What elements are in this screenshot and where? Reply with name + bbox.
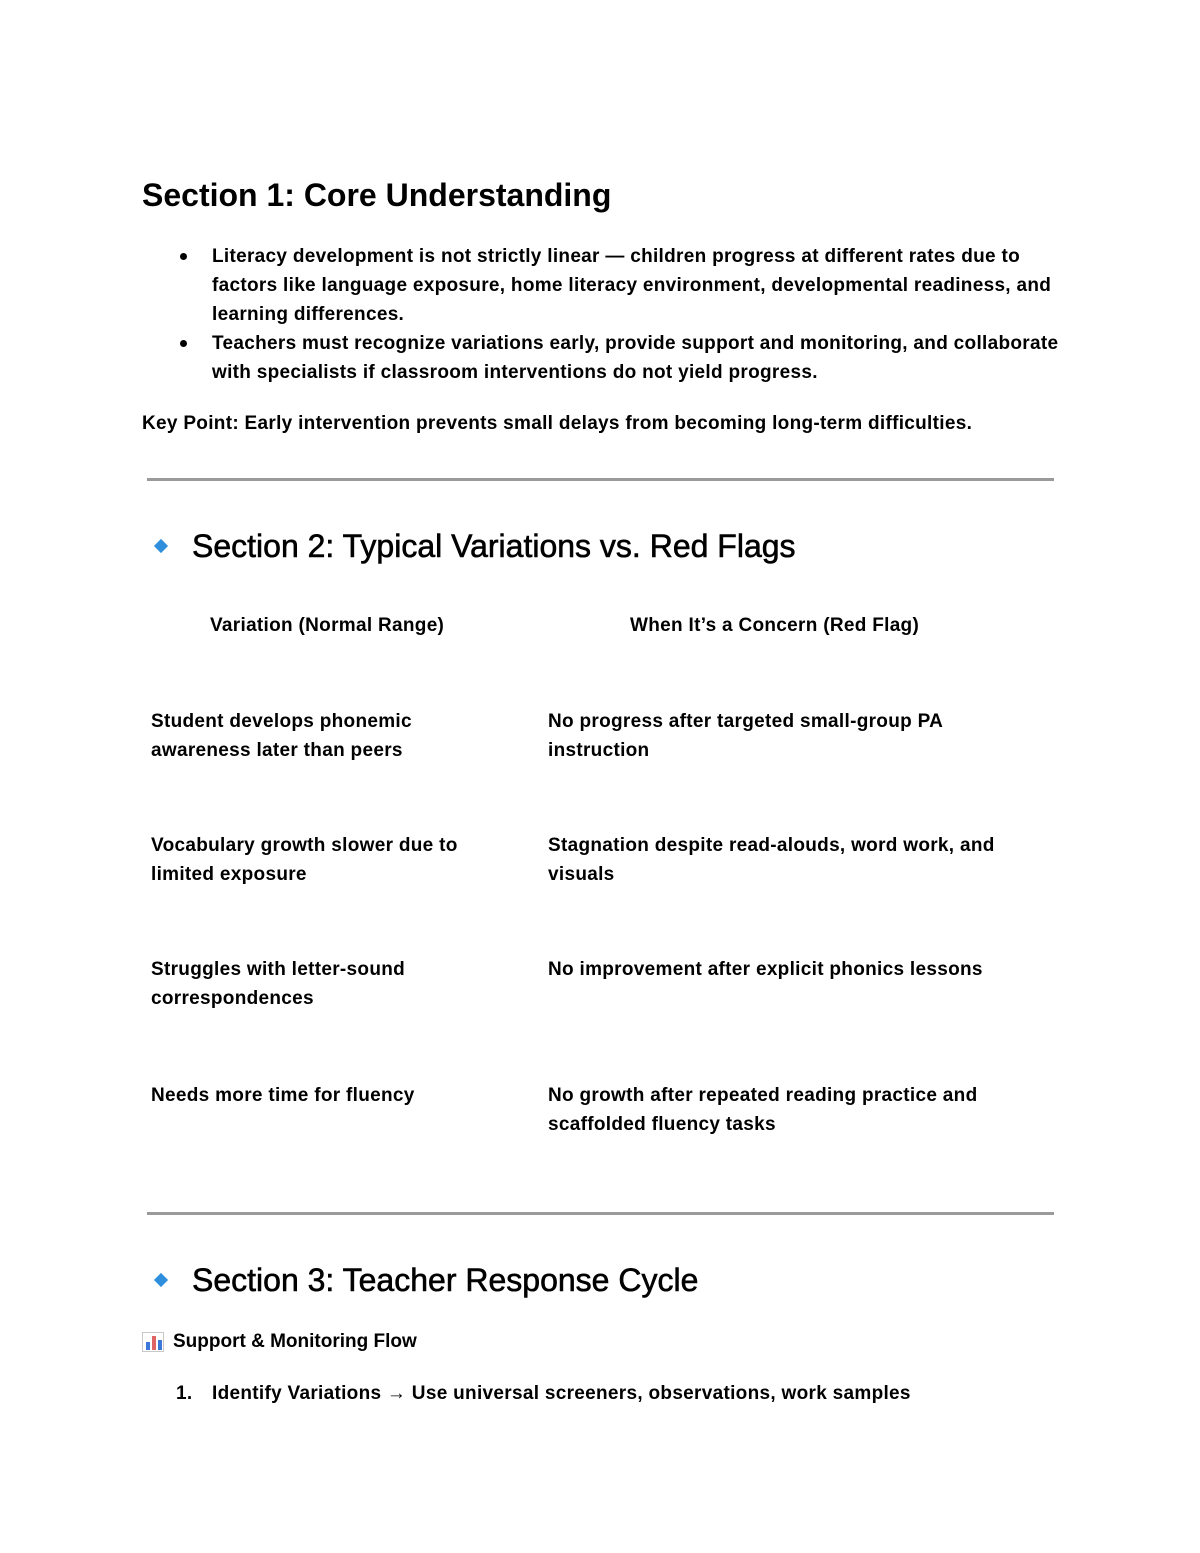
section-2-heading: Section 2: Typical Variations vs. Red Flags xyxy=(192,528,796,564)
bullet-text: Teachers must recognize variations early, provide support and monitoring, and collaborate with specialists if classroom interventions do not yield progress. xyxy=(212,333,1059,383)
table-cell-variation: Struggles with letter-sound correspondences xyxy=(151,959,406,1009)
table-cell-red-flag: No progress after targeted small-group PA instruction xyxy=(548,711,943,761)
table-header-red-flag: When It’s a Concern (Red Flag) xyxy=(630,615,920,636)
step-number: 1. xyxy=(176,1383,193,1404)
section-divider xyxy=(147,1212,1054,1215)
list-item xyxy=(142,1379,1062,1408)
section-1-heading: Section 1: Core Understanding xyxy=(142,177,612,213)
key-point: Key Point: Early intervention prevents small delays from becoming long-term difficulties. xyxy=(142,413,973,434)
table-header-variation: Variation (Normal Range) xyxy=(210,615,445,636)
blue-diamond-icon xyxy=(154,539,168,553)
bullet-dot-icon xyxy=(180,340,187,347)
table-cell-red-flag: No growth after repeated reading practice and scaffolded fluency tasks xyxy=(548,1085,978,1135)
bullet-text: Literacy development is not strictly linear — children progress at different rates due to factors like language exposure, home literacy environment, developmental readiness, and learning differences. xyxy=(212,246,1052,325)
bar-chart-icon xyxy=(142,1332,164,1352)
table-cell-variation: Student develops phonemic awareness later than peers xyxy=(151,711,412,761)
bullet-item xyxy=(142,329,1062,387)
table-cell-red-flag: Stagnation despite read-alouds, word work, and visuals xyxy=(548,835,995,885)
blue-diamond-icon xyxy=(154,1273,168,1287)
section-3-heading: Section 3: Teacher Response Cycle xyxy=(192,1262,699,1298)
bullet-dot-icon xyxy=(180,253,187,260)
support-monitoring-subheading xyxy=(142,1327,417,1356)
response-steps-list xyxy=(142,1379,1062,1408)
table-cell-red-flag: No improvement after explicit phonics lessons xyxy=(548,959,983,980)
bullet-item xyxy=(142,242,1062,329)
table-cell-variation: Vocabulary growth slower due to limited exposure xyxy=(151,835,458,885)
table-cell-variation: Needs more time for fluency xyxy=(151,1085,415,1106)
step-text: Identify Variations → Use universal screeners, observations, work samples xyxy=(212,1383,911,1404)
section-divider xyxy=(147,478,1054,481)
section-1-bullet-list xyxy=(142,242,1062,387)
subheading-text: Support & Monitoring Flow xyxy=(173,1331,417,1352)
